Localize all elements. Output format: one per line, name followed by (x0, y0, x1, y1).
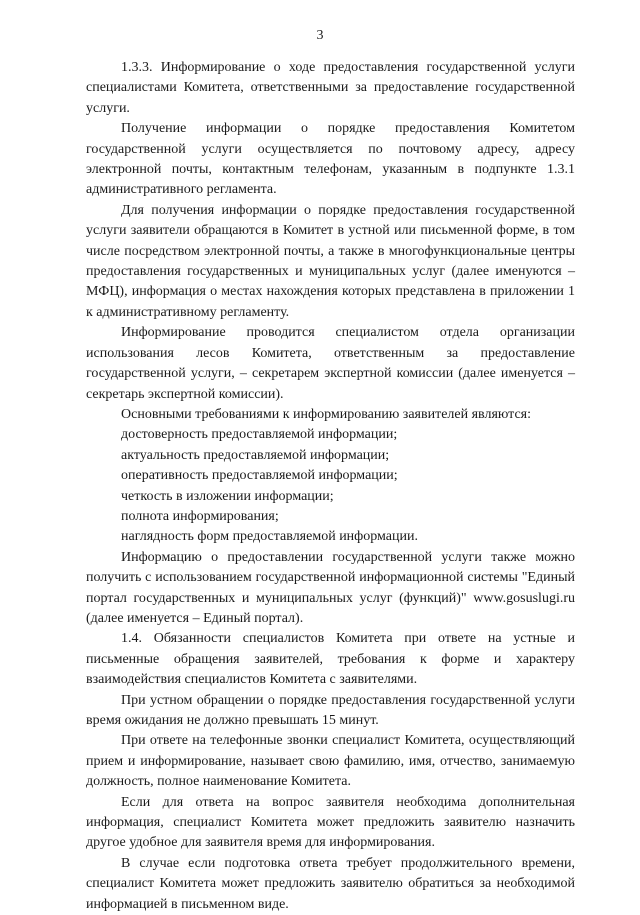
document-body (86, 58, 575, 915)
page-number: 3 (316, 28, 324, 43)
paragraph-waiting-time: При устном обращении о порядке предоставления государственной услуги время ожидания не должно превышать 15 минут. (86, 692, 575, 728)
requirement-item: наглядность форм предоставляемой информации. (121, 529, 418, 545)
paragraph-phone-calls: При ответе на телефонные звонки специалист Комитета, осуществляющий прием и информирование, называет свою фамилию, имя, отчество, занимаемую должность, полное наименование Комитета. (86, 733, 575, 790)
paragraph-informing-specialist: Информирование проводится специалистом отдела организации использования лесов Комитета, ответственным за предоставление государственной услуги, – секретарем экспертной комиссии (далее именуется – секретарь экспертной комиссии). (86, 325, 575, 402)
paragraph-additional-info: Если для ответа на вопрос заявителя необходима дополнительная информация, специалист Комитета может предложить заявителю назначить другое удобное для заявителя время для информирования. (86, 794, 575, 851)
requirement-item: оперативность предоставляемой информации; (121, 468, 398, 484)
paragraph-requirements-intro: Основными требованиями к информированию заявителей являются: (121, 406, 532, 422)
requirement-item: актуальность предоставляемой информации; (121, 447, 390, 463)
paragraph-information-channels: Получение информации о порядке предоставления Комитетом государственной услуги осуществляется по почтовому адресу, адресу электронной почты, контактным телефонам, указанным в подпункте 1.3.1 административного регламента. (86, 121, 575, 198)
paragraph-applicant-requests: Для получения информации о порядке предоставления государственной услуги заявители обращаются в Комитет в устной или письменной форме, в том числе посредством электронной почты, а также в многофункциональные центры предоставления государственных и муниципальных услуг (далее именуются – МФЦ), информация о местах нахождения которых представлена в приложении 1 к административному регламенту. (86, 202, 575, 320)
paragraph-unified-portal: Информацию о предоставлении государственной услуги также можно получить с использованием государственной информационной системы "Единый портал государственных и муниципальных услуг (функций)" www.gosuslugi.ru (далее именуется – Единый портал). (86, 549, 575, 626)
requirement-item: полнота информирования; (121, 508, 279, 524)
paragraph-1-4-heading: 1.4. Обязанности специалистов Комитета при ответе на устные и письменные обращения заявителей, требования к форме и характеру взаимодействия специалистов Комитета с заявителями. (86, 631, 575, 688)
paragraph-written-response: В случае если подготовка ответа требует продолжительного времени, специалист Комитета может предложить заявителю обратиться за необходимой информацией в письменном виде. (86, 855, 575, 912)
requirement-item: достоверность предоставляемой информации; (121, 427, 398, 443)
requirement-item: четкость в изложении информации; (121, 488, 334, 504)
paragraph-1-3-3-heading: 1.3.3. Информирование о ходе предоставления государственной услуги специалистами Комитета, ответственными за предоставление государственной услуги. (86, 60, 575, 116)
